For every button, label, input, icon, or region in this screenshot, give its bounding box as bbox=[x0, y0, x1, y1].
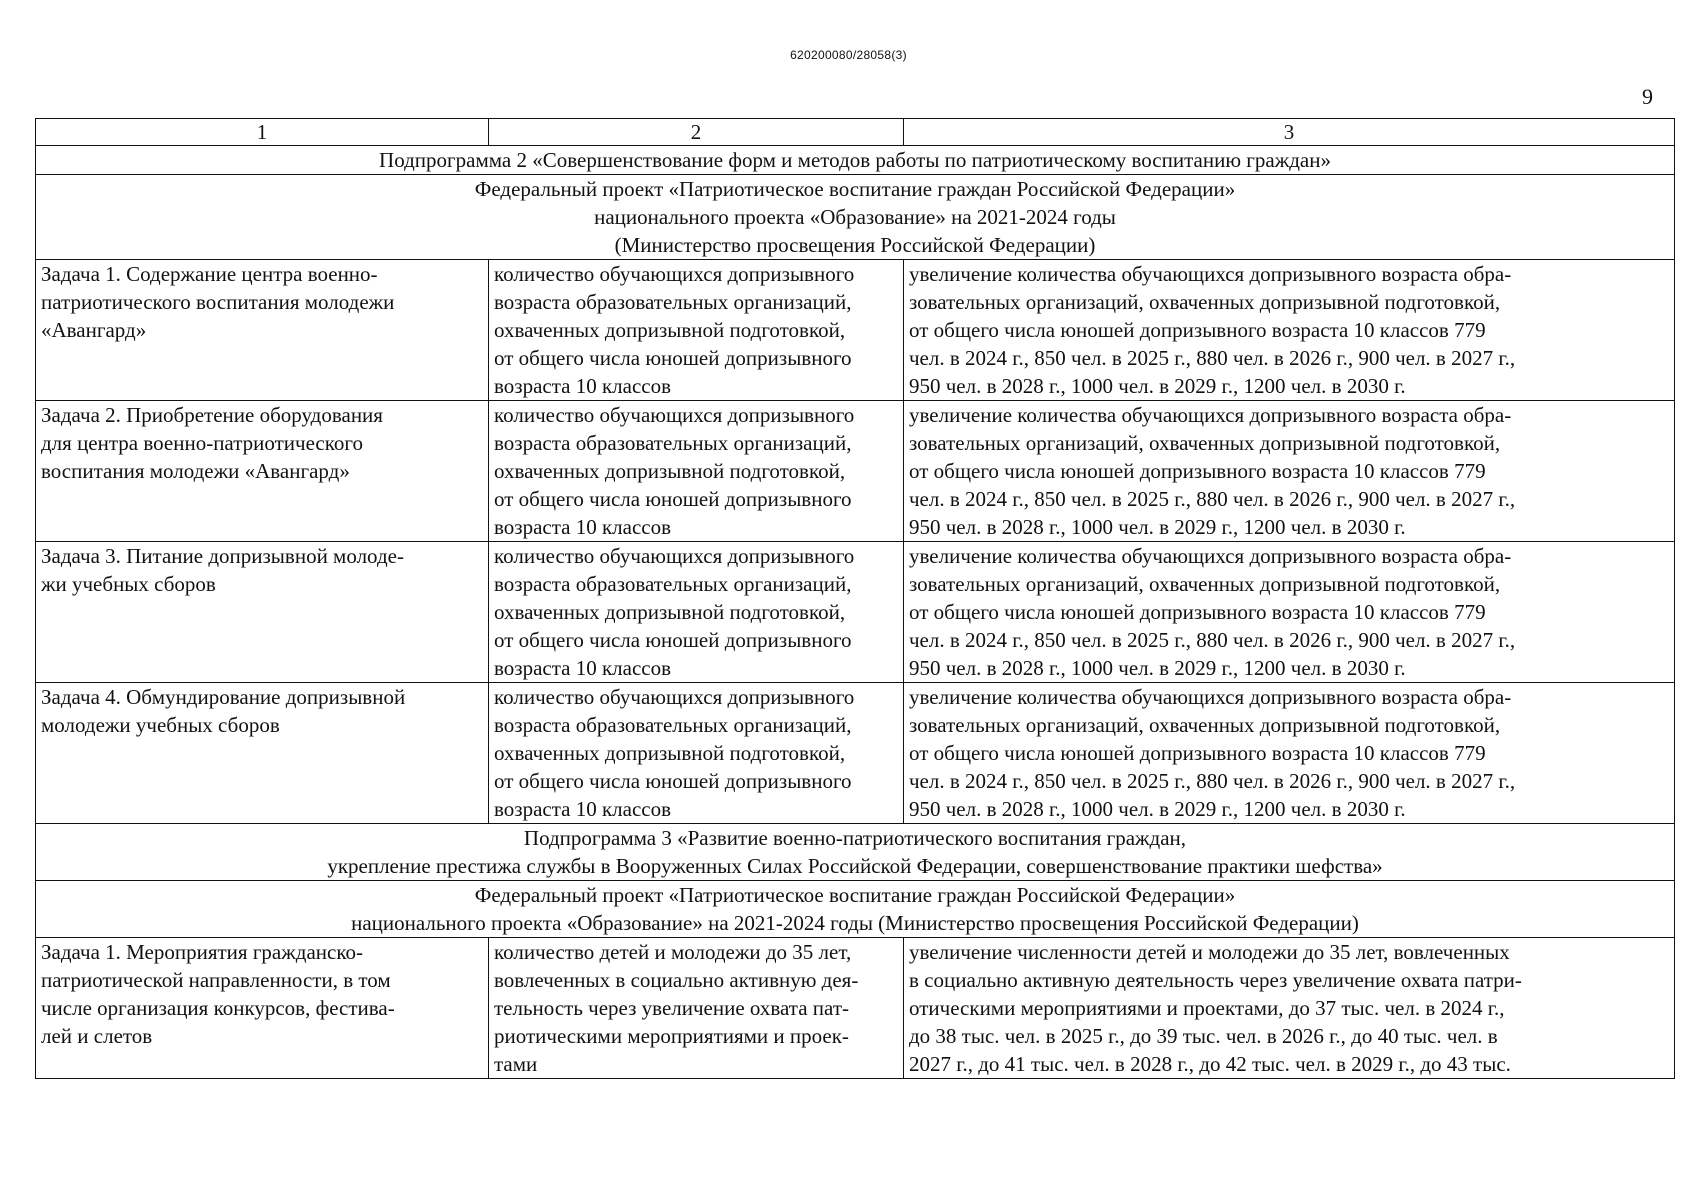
expected-result-cell-line: 950 чел. в 2028 г., 1000 чел. в 2029 г., 1200 чел. в 2030 г. bbox=[909, 656, 1406, 680]
expected-result-cell bbox=[904, 401, 1675, 542]
task-cell-line: для центра военно-патриотического bbox=[41, 431, 363, 455]
expected-result-cell-line: от общего числа юношей допризывного возраста 10 классов 779 bbox=[909, 600, 1486, 624]
expected-result-cell-line: зовательных организаций, охваченных допризывной подготовкой, bbox=[909, 572, 1501, 596]
indicator-cell-line: возраста образовательных организаций, bbox=[494, 713, 852, 737]
task-row bbox=[36, 938, 1675, 1079]
indicator-cell-line: возраста образовательных организаций, bbox=[494, 572, 852, 596]
section-title bbox=[36, 881, 1675, 938]
expected-result-cell-line: 2027 г., до 41 тыс. чел. в 2028 г., до 42 тыс. чел. в 2029 г., до 43 тыс. bbox=[909, 1052, 1511, 1076]
expected-result-cell-line: в социально активную деятельность через увеличение охвата патри- bbox=[909, 968, 1522, 992]
indicator-cell-line: возраста 10 классов bbox=[494, 374, 672, 398]
section-title-line: укрепление престижа службы в Вооруженных Силах Российской Федерации, совершенствование практики шефства» bbox=[327, 854, 1383, 878]
section-title-line: Подпрограмма 2 «Совершенствование форм и методов работы по патриотическому воспитанию граждан» bbox=[379, 148, 1331, 172]
indicator-cell-line: количество обучающихся допризывного bbox=[494, 262, 855, 286]
task-row bbox=[36, 260, 1675, 401]
indicator-cell-line: охваченных допризывной подготовкой, bbox=[494, 741, 846, 765]
indicator-cell-line: риотическими мероприятиями и проек- bbox=[494, 1024, 849, 1048]
task-cell-line: молодежи учебных сборов bbox=[41, 713, 280, 737]
expected-result-cell-line: отическими мероприятиями и проектами, до 37 тыс. чел. в 2024 г., bbox=[909, 996, 1505, 1020]
section-title bbox=[36, 824, 1675, 881]
expected-result-cell-line: чел. в 2024 г., 850 чел. в 2025 г., 880 чел. в 2026 г., 900 чел. в 2027 г., bbox=[909, 769, 1516, 793]
expected-result-cell-line: зовательных организаций, охваченных допризывной подготовкой, bbox=[909, 713, 1501, 737]
indicator-cell-line: охваченных допризывной подготовкой, bbox=[494, 318, 846, 342]
expected-result-cell-line: от общего числа юношей допризывного возраста 10 классов 779 bbox=[909, 741, 1486, 765]
expected-result-cell-line: 950 чел. в 2028 г., 1000 чел. в 2029 г., 1200 чел. в 2030 г. bbox=[909, 515, 1406, 539]
section-title-line: (Министерство просвещения Российской Федерации) bbox=[614, 233, 1096, 257]
indicator-cell-line: количество обучающихся допризывного bbox=[494, 544, 855, 568]
expected-result-cell-line: чел. в 2024 г., 850 чел. в 2025 г., 880 чел. в 2026 г., 900 чел. в 2027 г., bbox=[909, 346, 1516, 370]
section-title bbox=[36, 146, 1675, 175]
expected-result-cell-line: от общего числа юношей допризывного возраста 10 классов 779 bbox=[909, 318, 1486, 342]
task-cell-line: патриотической направленности, в том bbox=[41, 968, 391, 992]
task-cell-line: жи учебных сборов bbox=[41, 572, 216, 596]
expected-result-cell-line: 950 чел. в 2028 г., 1000 чел. в 2029 г., 1200 чел. в 2030 г. bbox=[909, 374, 1406, 398]
task-cell bbox=[36, 683, 489, 824]
task-row bbox=[36, 542, 1675, 683]
expected-result-cell-line: чел. в 2024 г., 850 чел. в 2025 г., 880 чел. в 2026 г., 900 чел. в 2027 г., bbox=[909, 487, 1516, 511]
section-title-line: национального проекта «Образование» на 2021-2024 годы bbox=[594, 205, 1116, 229]
targets-table bbox=[35, 118, 1675, 1079]
indicator-cell-line: от общего числа юношей допризывного bbox=[494, 769, 852, 793]
expected-result-cell-line: увеличение количества обучающихся допризывного возраста обра- bbox=[909, 403, 1512, 427]
document-id: 620200080/28058(3) bbox=[790, 48, 907, 62]
table-body bbox=[36, 119, 1675, 1079]
indicator-cell bbox=[489, 401, 904, 542]
indicator-cell bbox=[489, 683, 904, 824]
section-title bbox=[36, 175, 1675, 260]
section-header-row bbox=[36, 175, 1675, 260]
expected-result-cell-line: увеличение количества обучающихся допризывного возраста обра- bbox=[909, 685, 1512, 709]
task-cell bbox=[36, 938, 489, 1079]
indicator-cell-line: тельность через увеличение охвата пат- bbox=[494, 996, 849, 1020]
task-cell-line: патриотического воспитания молодежи bbox=[41, 290, 395, 314]
expected-result-cell-line: увеличение численности детей и молодежи до 35 лет, вовлеченных bbox=[909, 940, 1510, 964]
indicator-cell-line: от общего числа юношей допризывного bbox=[494, 628, 852, 652]
expected-result-cell-line: от общего числа юношей допризывного возраста 10 классов 779 bbox=[909, 459, 1486, 483]
section-header-row bbox=[36, 881, 1675, 938]
expected-result-cell-line: увеличение количества обучающихся допризывного возраста обра- bbox=[909, 262, 1512, 286]
page-number: 9 bbox=[1642, 84, 1653, 109]
task-cell-line: «Авангард» bbox=[41, 318, 147, 342]
section-header-row bbox=[36, 824, 1675, 881]
task-cell-line: Задача 4. Обмундирование допризывной bbox=[41, 685, 406, 709]
indicator-cell-line: охваченных допризывной подготовкой, bbox=[494, 459, 846, 483]
indicator-cell-line: возраста образовательных организаций, bbox=[494, 431, 852, 455]
expected-result-cell-line: зовательных организаций, охваченных допризывной подготовкой, bbox=[909, 290, 1501, 314]
column-number-3: 3 bbox=[904, 119, 1675, 146]
indicator-cell bbox=[489, 542, 904, 683]
indicator-cell-line: возраста образовательных организаций, bbox=[494, 290, 852, 314]
task-cell bbox=[36, 542, 489, 683]
indicator-cell-line: возраста 10 классов bbox=[494, 515, 672, 539]
indicator-cell-line: возраста 10 классов bbox=[494, 656, 672, 680]
column-number-2: 2 bbox=[489, 119, 904, 146]
task-cell-line: числе организация конкурсов, фестива- bbox=[41, 996, 395, 1020]
indicator-cell-line: тами bbox=[494, 1052, 538, 1076]
section-title-line: Федеральный проект «Патриотическое воспитание граждан Российской Федерации» bbox=[474, 177, 1236, 201]
expected-result-cell-line: 950 чел. в 2028 г., 1000 чел. в 2029 г., 1200 чел. в 2030 г. bbox=[909, 797, 1406, 821]
indicator-cell-line: от общего числа юношей допризывного bbox=[494, 487, 852, 511]
indicator-cell-line: количество обучающихся допризывного bbox=[494, 403, 855, 427]
indicator-cell-line: возраста 10 классов bbox=[494, 797, 672, 821]
task-cell-line: Задача 3. Питание допризывной молоде- bbox=[41, 544, 404, 568]
task-cell-line: Задача 2. Приобретение оборудования bbox=[41, 403, 383, 427]
section-title-line: Федеральный проект «Патриотическое воспитание граждан Российской Федерации» bbox=[474, 883, 1236, 907]
indicator-cell-line: вовлеченных в социально активную дея- bbox=[494, 968, 859, 992]
indicator-cell-line: от общего числа юношей допризывного bbox=[494, 346, 852, 370]
task-cell-line: Задача 1. Мероприятия гражданско- bbox=[41, 940, 363, 964]
task-row bbox=[36, 401, 1675, 542]
task-cell-line: Задача 1. Содержание центра военно- bbox=[41, 262, 378, 286]
task-cell-line: лей и слетов bbox=[41, 1024, 153, 1048]
section-title-line: Подпрограмма 3 «Развитие военно-патриотического воспитания граждан, bbox=[523, 826, 1187, 850]
task-cell bbox=[36, 401, 489, 542]
expected-result-cell-line: увеличение количества обучающихся допризывного возраста обра- bbox=[909, 544, 1512, 568]
indicator-cell bbox=[489, 938, 904, 1079]
expected-result-cell-line: чел. в 2024 г., 850 чел. в 2025 г., 880 чел. в 2026 г., 900 чел. в 2027 г., bbox=[909, 628, 1516, 652]
task-cell-line: воспитания молодежи «Авангард» bbox=[41, 459, 350, 483]
indicator-cell bbox=[489, 260, 904, 401]
column-number-row bbox=[36, 119, 1675, 146]
indicator-cell-line: количество обучающихся допризывного bbox=[494, 685, 855, 709]
expected-result-cell bbox=[904, 683, 1675, 824]
task-cell bbox=[36, 260, 489, 401]
expected-result-cell bbox=[904, 260, 1675, 401]
task-row bbox=[36, 683, 1675, 824]
indicator-cell-line: количество детей и молодежи до 35 лет, bbox=[494, 940, 852, 964]
expected-result-cell bbox=[904, 542, 1675, 683]
section-title-line: национального проекта «Образование» на 2021-2024 годы (Министерство просвещения Российской Федерации) bbox=[351, 911, 1359, 935]
column-number-1: 1 bbox=[36, 119, 489, 146]
section-header-row bbox=[36, 146, 1675, 175]
indicator-cell-line: охваченных допризывной подготовкой, bbox=[494, 600, 846, 624]
expected-result-cell bbox=[904, 938, 1675, 1079]
expected-result-cell-line: до 38 тыс. чел. в 2025 г., до 39 тыс. чел. в 2026 г., до 40 тыс. чел. в bbox=[909, 1024, 1498, 1048]
expected-result-cell-line: зовательных организаций, охваченных допризывной подготовкой, bbox=[909, 431, 1501, 455]
